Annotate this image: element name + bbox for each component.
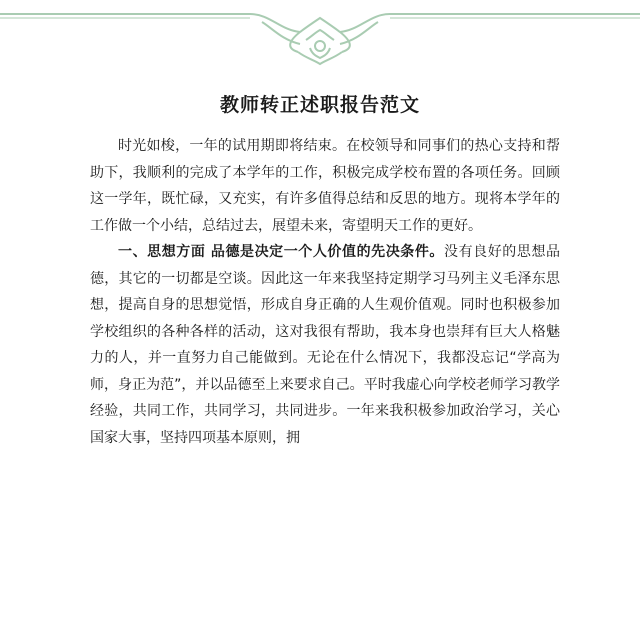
document-title: 教师转正述职报告范文 (219, 94, 420, 116)
decorative-header-ornament (0, 0, 640, 66)
document-body (90, 133, 560, 639)
paragraph-clip (90, 239, 560, 639)
paragraph-heading: 一、思想方面 品德是决定一个人价值的先决条件。 (118, 244, 445, 260)
paragraph-intro: 时光如梭，一年的试用期即将结束。在校领导和同事们的热心支持和帮助下，我顺利的完成了本学年的工作，积极完成学校布置的各项任务。回顾这一学年，既忙碌，又充实，有许多值得总结和反思的地方。现将本学年的工作做一个小结，总结过去，展望未来，寄望明天工作的更好。 (90, 138, 560, 234)
paragraph-text: 没有良好的思想品德，其它的一切都是空谈。因此这一年来我坚持定期学习马列主义毛泽东思想，提高自身的思想觉悟，形成自身正确的人生观价值观。同时也积极参加学校组织的各种各样的活动，这对我很有帮助，我本身也崇拜有巨大人格魅力的人，并一直努力自己能做到。无论在什么情况下，我都没忘记“学高为师，身正为范”，并以品德至上来要求自己。平时我虚心向学校老师学习教学经验，共同工作，共同学习，共同进步。一年来我积极参加政治学习，关心国家大事，坚持四项基本原则，拥 (90, 244, 560, 446)
paragraph-ideology (90, 239, 560, 451)
